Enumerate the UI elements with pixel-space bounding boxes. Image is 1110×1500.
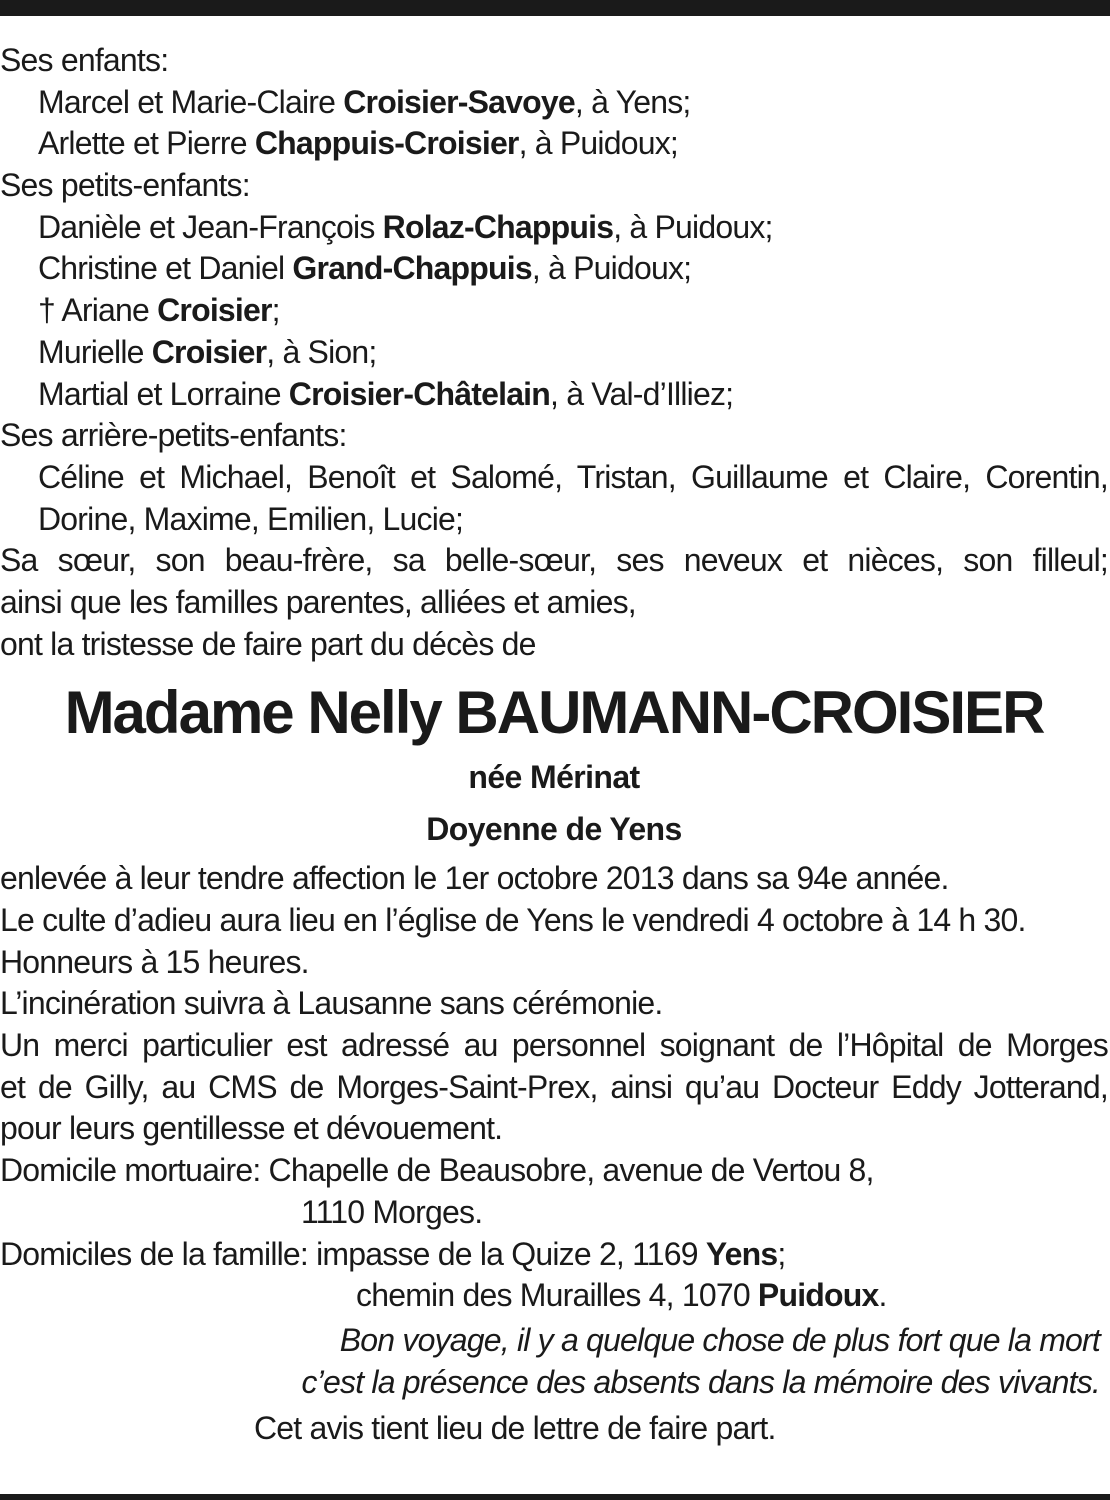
grandchildren-label: Ses petits-enfants: [0, 167, 250, 204]
obituary-notice [0, 40, 1108, 1450]
domiciles-famille-label: Domiciles de la famille: [0, 1235, 317, 1272]
body-line: pour leurs gentillesse et dévouement. [0, 1110, 503, 1147]
child-entry: Arlette et Pierre Chappuis-Croisier, à Puidoux; [38, 125, 678, 162]
body-line: L’incinération suivra à Lausanne sans cérémonie. [0, 985, 663, 1022]
domiciles-famille: Domiciles de la famille: impasse de la Quize 2, 1169 Yens; [0, 1235, 786, 1272]
great-grandchildren-label: Ses arrière-petits-enfants: [0, 417, 347, 454]
top-rule [0, 0, 1110, 16]
great-grandchildren-line: Dorine, Maxime, Emilien, Lucie; [38, 500, 464, 537]
domicile-mortuaire-line2: 1110 Morges. [301, 1193, 483, 1230]
family-line: Sa sœur, son beau-frère, sa belle-sœur, ses neveux et nièces, son filleul; [0, 542, 1108, 579]
great-grandchildren-line: Céline et Michael, Benoît et Salomé, Tristan, Guillaume et Claire, Corentin, [38, 458, 1108, 495]
bottom-rule [0, 1494, 1110, 1500]
quote-line: c’est la présence des absents dans la mémoire des vivants. [301, 1363, 1100, 1400]
maiden-name: née Mérinat [468, 759, 640, 796]
grandchild-entry: Danièle et Jean-François Rolaz-Chappuis, à Puidoux; [38, 208, 773, 245]
domicile-mortuaire-label: Domicile mortuaire: [0, 1152, 269, 1189]
body-line: Un merci particulier est adressé au personnel soignant de l’Hôpital de Morges [0, 1027, 1108, 1064]
family-line: ainsi que les familles parentes, alliées et amies, [0, 583, 636, 620]
family-line: ont la tristesse de faire part du décès de [0, 625, 536, 662]
body-line: Le culte d’adieu aura lieu en l’église de Yens le vendredi 4 octobre à 14 h 30. [0, 902, 1026, 938]
domiciles-famille-line2: chemin des Murailles 4, 1070 Puidoux. [356, 1277, 887, 1314]
grandchild-entry: Murielle Croisier, à Sion; [38, 333, 377, 370]
domicile-mortuaire: Domicile mortuaire: Chapelle de Beausobre, avenue de Vertou 8, [0, 1152, 874, 1189]
quote [0, 1320, 1108, 1403]
body-line: Honneurs à 15 heures. [0, 943, 309, 980]
body-line: enlevée à leur tendre affection le 1er octobre 2013 dans sa 94e année. [0, 860, 949, 897]
body-line: et de Gilly, au CMS de Morges-Saint-Prex, ainsi qu’au Docteur Eddy Jotterand, [0, 1068, 1108, 1105]
grandchild-entry: † Ariane Croisier; [38, 292, 280, 329]
children-label: Ses enfants: [0, 42, 169, 78]
child-entry: Marcel et Marie-Claire Croisier-Savoye, à Yens; [38, 83, 691, 120]
quote-line: Bon voyage, il y a quelque chose de plus fort que la mort [339, 1321, 1100, 1358]
grandchild-entry: Martial et Lorraine Croisier-Châtelain, à Val-d’Illiez; [38, 375, 734, 412]
grandchild-entry: Christine et Daniel Grand-Chappuis, à Puidoux; [38, 250, 692, 287]
deceased-title: Doyenne de Yens [426, 811, 682, 848]
deceased-name: Madame Nelly BAUMANN-CROISIER [64, 679, 1044, 747]
closing-note: Cet avis tient lieu de lettre de faire part. [254, 1410, 776, 1447]
